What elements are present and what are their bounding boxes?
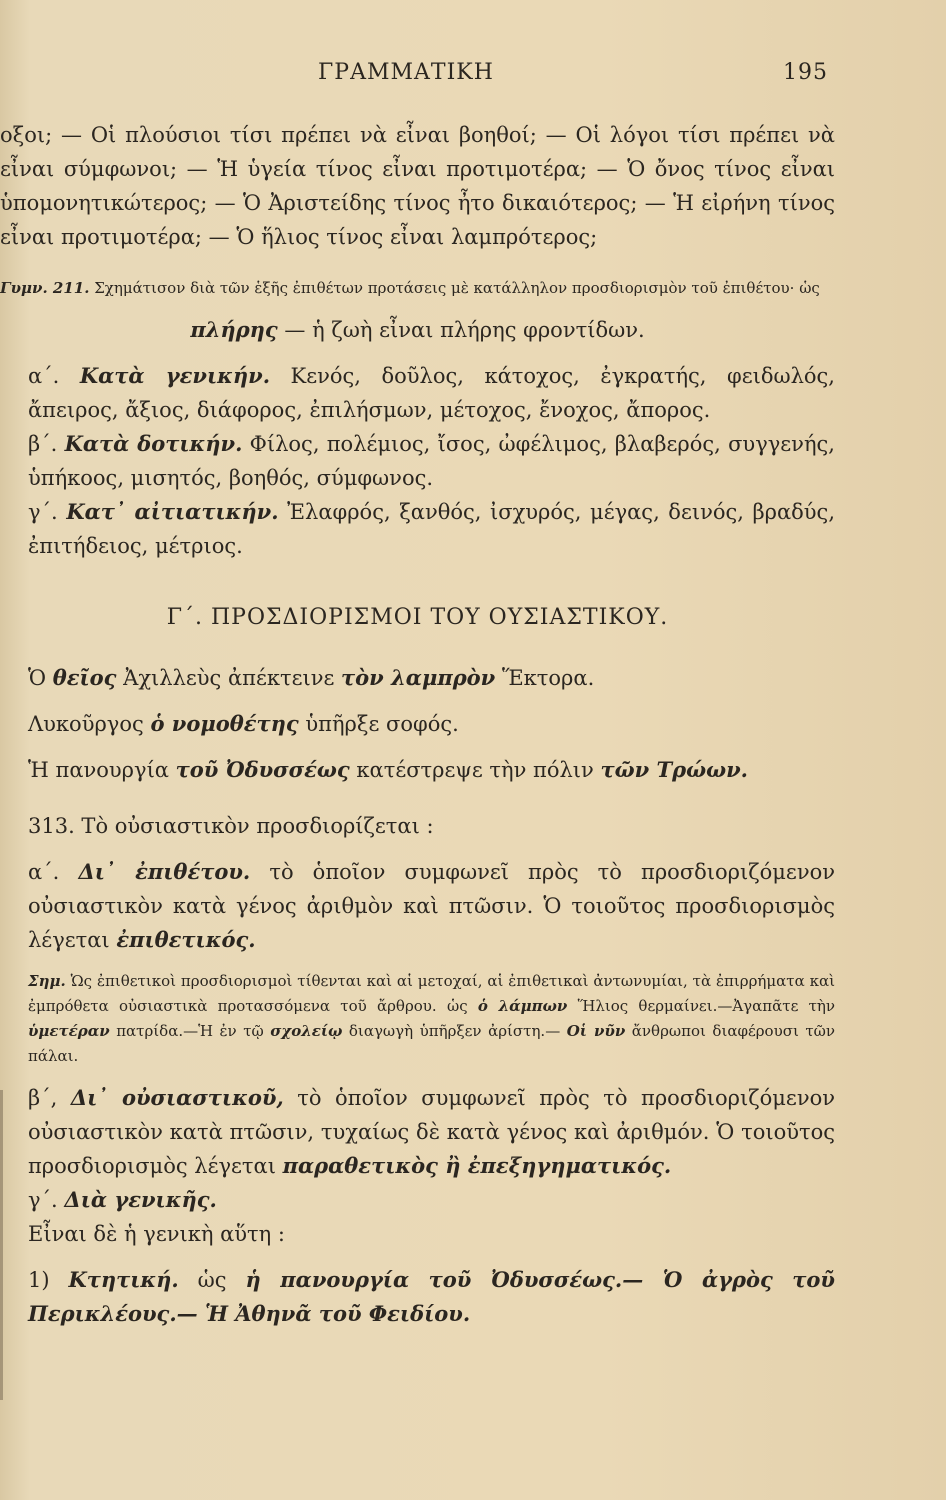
rule-label: α΄. (28, 860, 60, 884)
rule-label: γ΄. (28, 1188, 58, 1212)
sentence-emph: τῶν Τρώων. (600, 757, 748, 782)
page-header (0, 60, 828, 90)
note (0, 969, 835, 1069)
rule-gamma (0, 1183, 835, 1217)
item-number: 1) (28, 1268, 50, 1292)
example-sentence-2 (0, 707, 835, 741)
example-sentence-1 (0, 661, 835, 695)
sentence-part: κατέστρεψε τὴν πόλιν (356, 758, 594, 782)
rule-term: παραθετικὸς ἢ ἐπεξηγηματικός. (282, 1153, 672, 1178)
sentence-part: Ἡ πανουργία (28, 758, 169, 782)
item-title: Κτητική. (68, 1267, 179, 1292)
case-title: Κατὰ γενικήν. (79, 363, 271, 388)
exercise-label: Γυμν. 211. (0, 279, 90, 297)
case-title: Κατὰ δοτικήν. (64, 431, 243, 456)
case-dative (0, 427, 835, 495)
case-title: Κατ᾿ αἰτιατικήν. (66, 499, 279, 524)
sentence-part: Ἀχιλλεὺς ἀπέκτεινε (123, 666, 335, 690)
page-number: 195 (783, 60, 828, 85)
exercise-211 (0, 276, 835, 301)
section-heading: Γ΄. ΠΡΟΣΔΙΟΡΙΣΜΟΙ ΤΟΥ ΟΥΣΙΑΣΤΙΚΟΥ. (166, 605, 669, 630)
rule-label: β΄, (28, 1086, 58, 1110)
sentence-part: Ἕκτορα. (501, 666, 595, 690)
note-text: πατρίδα.—Ἡ ἐν τῷ (116, 1022, 264, 1040)
rule-term: ἐπιθετικός. (116, 927, 256, 952)
example-sentence-3 (0, 753, 835, 787)
running-title: ΓΡΑΜΜΑΤΙΚΗ (318, 60, 494, 85)
example-text: — ἡ ζωὴ εἶναι πλήρης φροντίδων. (284, 318, 645, 342)
rule-alpha (0, 855, 835, 957)
note-text: Ὡς ἐπιθετικοὶ προσδιορισμοὶ τίθενται καὶ αἱ μετοχαί, αἱ ἐπιθετικαὶ ἀντωνυμίαι, τὰ ἐπιρρήματα καὶ ἐμπρόθετα οὐσιαστικὰ προτασσόμενα τοῦ ἄρθρου. ὡς (28, 972, 835, 1015)
paragraph-313: 313. Τὸ οὐσιαστικὸν προσδιορίζεται : (28, 814, 434, 838)
rule-beta (0, 1081, 835, 1183)
item-examples: ἡ πανουργία τοῦ Ὀδυσσέως.— Ὁ ἀγρὸς τοῦ Περικλέους.— Ἡ Ἀθηνᾶ τοῦ Φειδίου. (28, 1267, 835, 1326)
genitive-possessive (0, 1263, 835, 1331)
rule-title: Δι᾿ ἐπιθέτου. (78, 859, 251, 884)
rule-text: τὸ ὁποῖον συμφωνεῖ πρὸς τὸ προσδιοριζόμενον οὐσιαστικὸν κατὰ γένος ἀριθμὸν καὶ πτῶσιν. Ὁ τοιοῦτος προσδιορισμὸς λέγεται (28, 860, 835, 952)
case-label: α΄. (28, 364, 60, 388)
gamma-intro: Εἶναι δὲ ἡ γενικὴ αὕτη : (28, 1222, 285, 1246)
sentence-part: Ὁ (28, 666, 47, 690)
exercise-example (0, 313, 835, 347)
note-text: Ἥλιος θερμαίνει.—Ἀγαπᾶτε τὴν (577, 997, 836, 1015)
case-label: β΄. (28, 432, 58, 456)
rule-title: Διὰ γενικῆς. (64, 1187, 217, 1212)
note-emph: Οἱ νῦν (566, 1022, 626, 1040)
case-words: Φίλος, πολέμιος, ἴσος, ὠφέλιμος, βλαβερός, συγγενής, ὑπήκοος, μισητός, βοηθός, σύμφωνος. (28, 432, 835, 490)
sentence-emph: τὸν λαμπρὸν (341, 665, 496, 690)
page-body (0, 118, 835, 1331)
rule-title: Δι᾿ οὐσιαστικοῦ, (70, 1085, 284, 1110)
case-words: Ἐλαφρός, ξανθός, ἰσχυρός, μέγας, δεινός, βραδύς, ἐπιτήδειος, μέτριος. (28, 500, 835, 558)
example-word: πλήρης (190, 317, 278, 342)
note-emph: σχολείῳ (270, 1022, 343, 1040)
sentence-emph: θεῖος (52, 665, 117, 690)
sentence-emph: τοῦ Ὀδυσσέως (175, 757, 350, 782)
case-label: γ΄. (28, 500, 58, 524)
case-words: Κενός, δοῦλος, κάτοχος, ἐγκρατής, φειδωλός, ἄπειρος, ἄξιος, διάφορος, ἐπιλήσμων, μέτοχος, ἔνοχος, ἄπορος. (28, 364, 835, 422)
note-text: ἄνθρωποι διαφέρουσι τῶν πάλαι. (28, 1022, 835, 1065)
note-emph: ὁ λάμπων (477, 997, 568, 1015)
item-text: ὡς (197, 1268, 227, 1292)
case-genitive (0, 359, 835, 427)
sentence-part: ὑπῆρξε σοφός. (305, 712, 459, 736)
exercise-text: Σχημάτισον διὰ τῶν ἑξῆς ἐπιθέτων προτάσεις μὲ κατάλληλον προσδιορισμὸν τοῦ ἐπιθέτου· ὡς (94, 279, 820, 297)
note-label: Σημ. (28, 972, 66, 990)
questions-paragraph: οξοι; — Οἱ πλούσιοι τίσι πρέπει νὰ εἶναι βοηθοί; — Οἱ λόγοι τίσι πρέπει νὰ εἶναι σύμφωνοι; — Ἡ ὑγεία τίνος εἶναι προτιμοτέρα; — Ὁ ὄνος τίνος εἶναι ὑπομονητικώτερος; — Ὁ Ἀριστείδης τίνος ἦτο δικαιότερος; — Ἡ εἰρήνη τίνος εἶναι προτιμοτέρα; — Ὁ ἥλιος τίνος εἶναι λαμπρότερος; (0, 123, 835, 249)
rule-text: τὸ ὁποῖον συμφωνεῖ πρὸς τὸ προσδιοριζόμενον οὐσιαστικὸν κατὰ πτῶσιν, τυχαίως δὲ κατὰ γένος καὶ ἀριθμόν. Ὁ τοιοῦτος προσδιορισμὸς λέγεται (28, 1086, 835, 1178)
case-accusative (0, 495, 835, 563)
sentence-part: Λυκοῦργος (28, 712, 144, 736)
note-emph: ὑμετέραν (28, 1022, 110, 1040)
sentence-emph: ὁ νομοθέτης (150, 711, 299, 736)
note-text: διαγωγὴ ὑπῆρξεν ἀρίστη.— (348, 1022, 561, 1040)
